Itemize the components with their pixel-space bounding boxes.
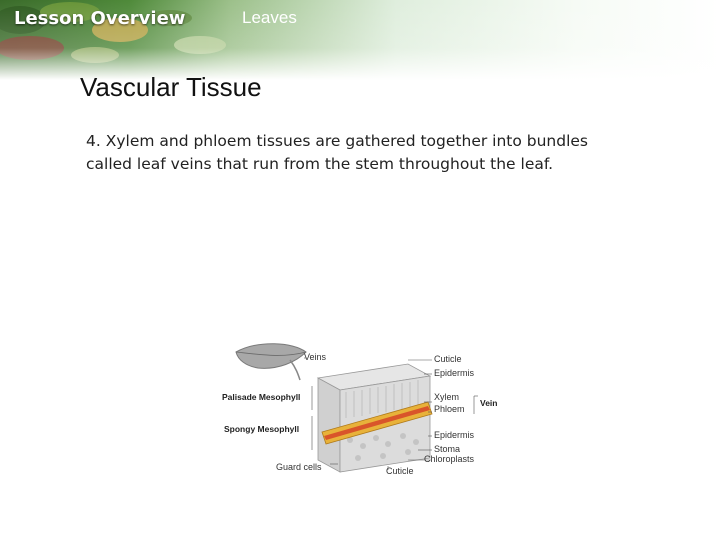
label-spongy: Spongy Mesophyll bbox=[224, 424, 300, 434]
label-xylem: Xylem bbox=[434, 392, 460, 402]
label-veins: Veins bbox=[304, 352, 327, 362]
label-palisade: Palisade Mesophyll bbox=[222, 392, 301, 402]
lesson-overview-title: Lesson Overview bbox=[14, 8, 186, 29]
label-stoma: Stoma bbox=[434, 444, 461, 454]
body-paragraph: 4. Xylem and phloem tissues are gathered together into bundles called leaf veins that run from the stem throughout the leaf. bbox=[86, 132, 589, 173]
label-vein: Vein bbox=[480, 398, 498, 408]
label-epidermis-bottom: Epidermis bbox=[434, 430, 475, 440]
leaf-diagram-svg bbox=[218, 340, 508, 480]
leaf-cross-section-diagram bbox=[218, 340, 508, 480]
label-phloem: Phloem bbox=[434, 404, 465, 414]
header-banner bbox=[0, 0, 720, 80]
label-cuticle-top: Cuticle bbox=[434, 354, 462, 364]
label-epidermis-top: Epidermis bbox=[434, 368, 475, 378]
label-cuticle-bottom: Cuticle bbox=[386, 466, 414, 476]
tissue-block-front bbox=[318, 378, 340, 472]
label-guard-cells: Guard cells bbox=[276, 462, 322, 472]
slide-title: Vascular Tissue bbox=[80, 72, 262, 102]
leaf-illustration bbox=[236, 344, 306, 369]
chapter-title: Leaves bbox=[242, 8, 297, 27]
label-chloroplasts: Chloroplasts bbox=[424, 454, 475, 464]
